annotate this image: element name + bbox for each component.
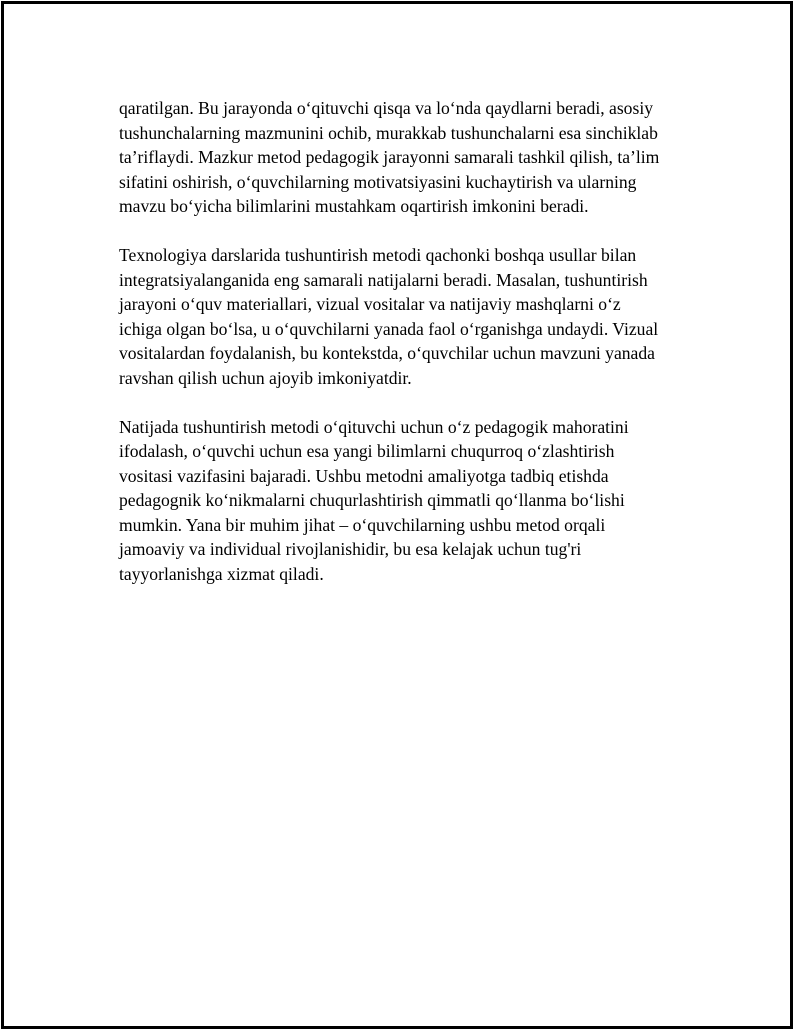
text-line: mavzu bo‘yicha bilimlarini mustahkam oqartirish imkonini beradi. bbox=[119, 196, 589, 216]
text-line: jarayoni o‘quv materiallari, vizual vositalar va natijaviy mashqlarni o‘z bbox=[119, 294, 621, 314]
text-line: vositasi vazifasini bajaradi. Ushbu metodni amaliyotga tadbiq etishda bbox=[119, 465, 609, 486]
text-line: Natijada tushuntirish metodi o‘qituvchi uchun o‘z pedagogik mahoratini bbox=[119, 416, 629, 437]
paragraph-2 bbox=[119, 243, 699, 390]
document-body bbox=[119, 96, 699, 611]
document-page bbox=[1, 1, 793, 1029]
paragraph-1 bbox=[119, 96, 699, 219]
text-line: tushunchalarning mazmunini ochib, murakkab tushunchalarni esa sinchiklab bbox=[119, 122, 658, 143]
text-line: tayyorlanishga xizmat qiladi. bbox=[119, 563, 324, 584]
text-line: Texnologiya darslarida tushuntirish metodi qachonki boshqa usullar bilan bbox=[119, 245, 637, 265]
text-line: ichiga olgan bo‘lsa, u o‘quvchilarni yanada faol o‘rganishga undaydi. Vizual bbox=[119, 318, 659, 339]
text-line: ravshan qilish uchun ajoyib imkoniyatdir. bbox=[119, 367, 412, 388]
text-line: integratsiyalanganida eng samarali natijalarni beradi. Masalan, tushuntirish bbox=[119, 269, 648, 290]
text-line: qaratilgan. Bu jarayonda o‘qituvchi qisqa va lo‘nda qaydlarni beradi, asosiy bbox=[119, 98, 654, 118]
text-line: pedagognik ko‘nikmalarni chuqurlashtirish qimmatli qo‘llanma bo‘lishi bbox=[119, 490, 625, 510]
text-line: vositalardan foydalanish, bu kontekstda, o‘quvchilar uchun mavzuni yanada bbox=[119, 343, 655, 363]
text-line: ifodalash, o‘quvchi uchun esa yangi bilimlarni chuqurroq o‘zlashtirish bbox=[119, 441, 615, 461]
paragraph-3 bbox=[119, 415, 699, 587]
text-line: sifatini oshirish, o‘quvchilarning motivatsiyasini kuchaytirish va ularning bbox=[119, 171, 637, 192]
text-line: jamoaviy va individual rivojlanishidir, bu esa kelajak uchun tug'ri bbox=[119, 539, 582, 559]
text-line: mumkin. Yana bir muhim jihat – o‘quvchilarning ushbu metod orqali bbox=[119, 514, 606, 535]
text-line: ta’riflaydi. Mazkur metod pedagogik jarayonni samarali tashkil qilish, ta’lim bbox=[119, 147, 660, 167]
